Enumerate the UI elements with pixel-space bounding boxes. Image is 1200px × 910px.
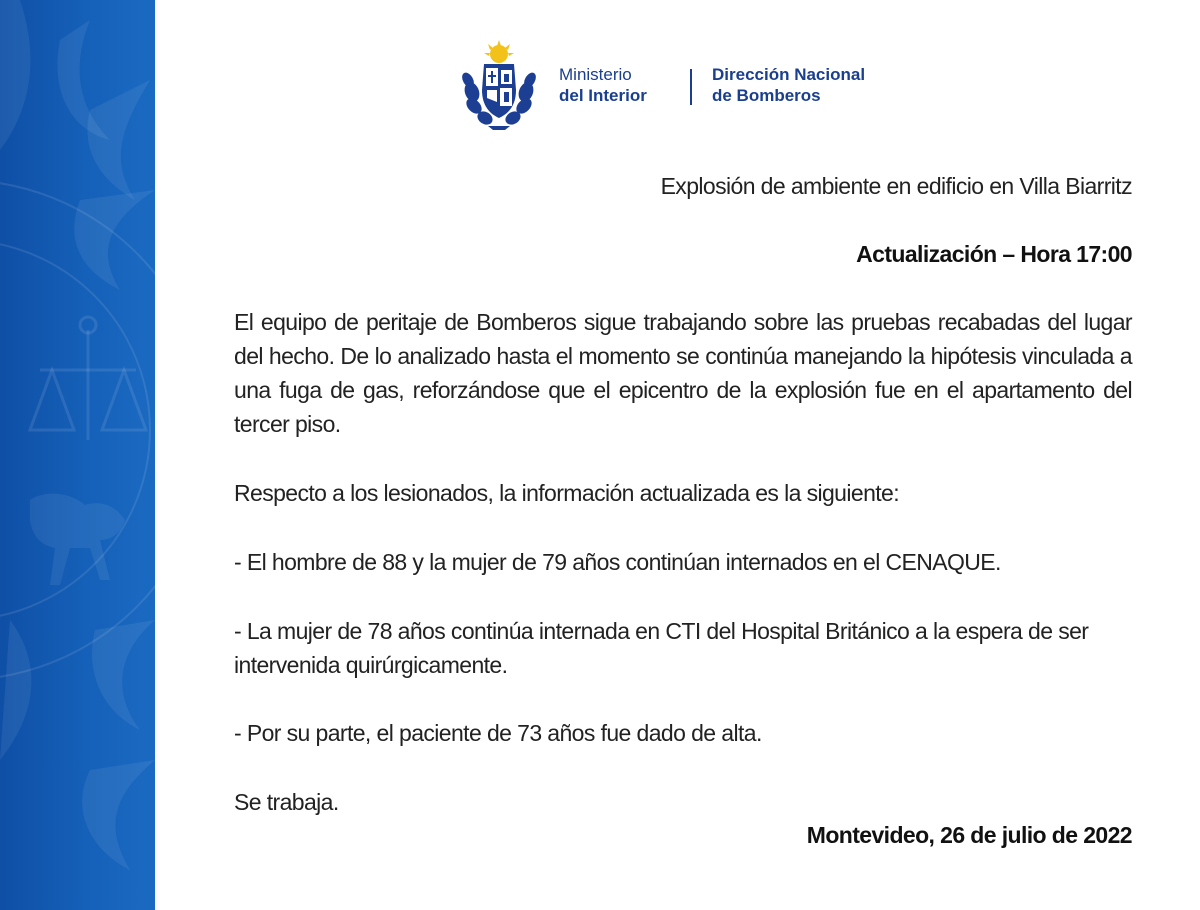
list-item-hospital-britanico: - La mujer de 78 años continúa internada en CTI del Hospital Británico a la espera de ser intervenida quirúrgicamente. [234, 618, 1089, 678]
decorative-sidebar [0, 0, 155, 910]
directorate-name-line2: de Bomberos [712, 86, 821, 105]
place-and-date: Montevideo, 26 de julio de 2022 [806, 822, 1132, 848]
uruguay-coat-of-arms-icon [458, 40, 540, 132]
closing-line: Se trabaja. [234, 789, 339, 815]
update-heading: Actualización – Hora 17:00 [856, 241, 1132, 267]
directorate-name [712, 64, 865, 106]
ministry-name [559, 64, 647, 106]
ministry-name-line1: Ministerio [559, 65, 632, 84]
header-divider [690, 69, 692, 105]
paragraph-investigation: El equipo de peritaje de Bomberos sigue trabajando sobre las pruebas recabadas del lugar del hecho. De lo analizado hasta el momento se continúa manejando la hipótesis vinculada a una fuga de gas, reforzándose que el epicentro de la explosión fue en el apartamento del tercer piso. [234, 309, 1132, 437]
letterhead [458, 40, 908, 135]
sidebar-watermark-pattern [0, 0, 155, 910]
document-subject: Explosión de ambiente en edificio en Villa Biarritz [660, 173, 1132, 199]
list-item-discharged: - Por su parte, el paciente de 73 años fue dado de alta. [234, 720, 762, 746]
ministry-name-line2: del Interior [559, 86, 647, 105]
paragraph-injured-intro: Respecto a los lesionados, la información actualizada es la siguiente: [234, 480, 900, 506]
list-item-cenaque: - El hombre de 88 y la mujer de 79 años continúan internados en el CENAQUE. [234, 549, 1001, 575]
directorate-name-line1: Dirección Nacional [712, 65, 866, 84]
